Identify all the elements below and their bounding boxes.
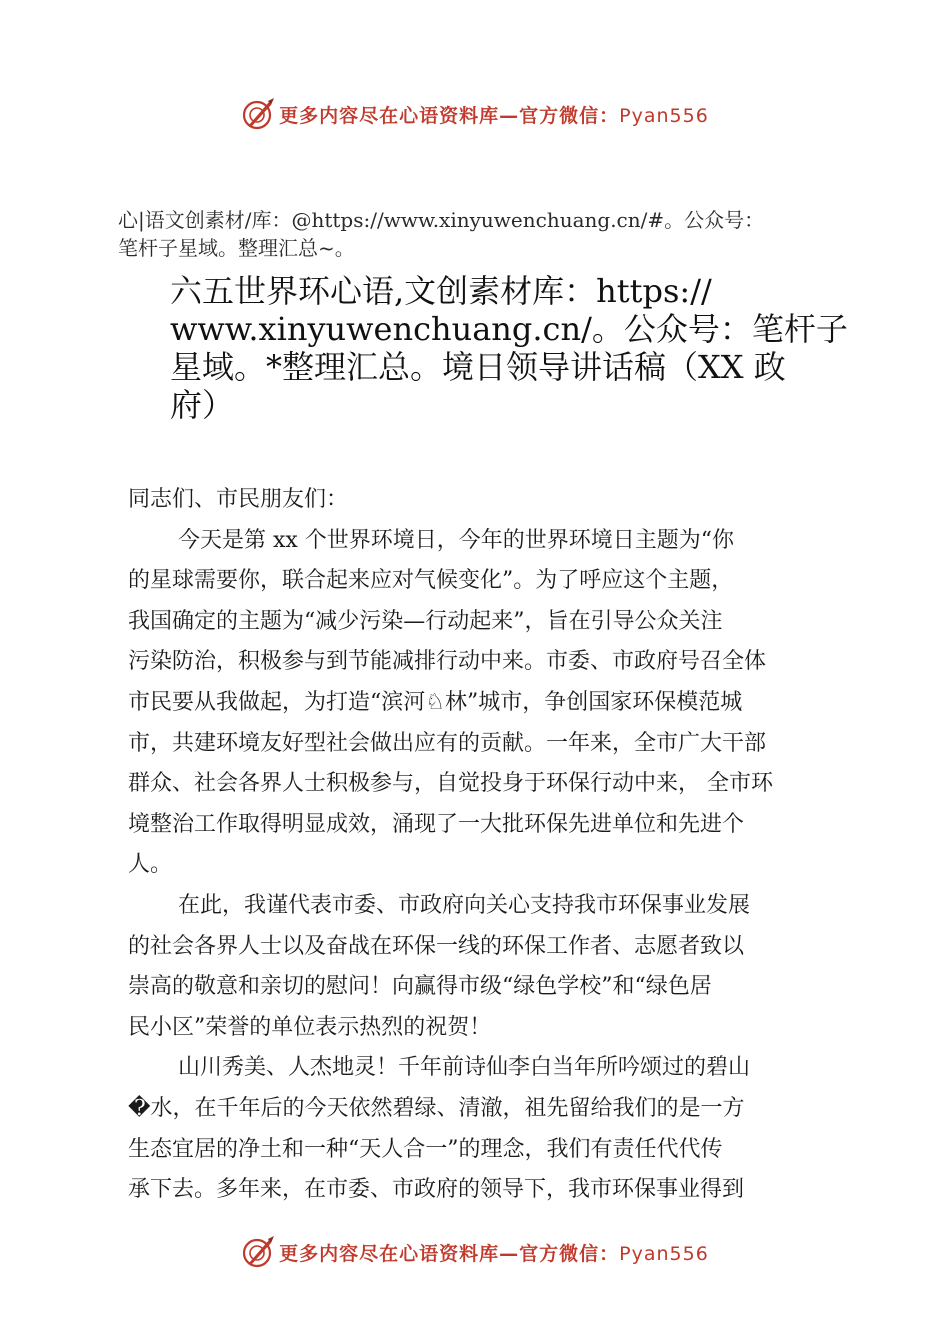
paragraph-line: 崇高的敬意和亲切的慰问！向赢得市级“绿色学校”和“绿色居 [128,974,712,1000]
wechat-id: Pyan556 [619,1242,709,1265]
source-line: 心|语文创素材/库：@https://www.xinyuwenchuang.cn/#。公众号： [118,208,765,232]
paragraph-line: 在此，我谨代表市委、市政府向关心支持我市环保事业发展 [178,892,751,918]
quill-logo-icon [241,97,275,131]
paragraph-line: 承下去。多年来，在市委、市政府的领导下，我市环保事业得到 [128,1177,745,1203]
paragraph-line: 人。 [128,852,173,878]
paragraph-line: 民小区”荣誉的单位表示热烈的祝贺！ [128,1014,492,1040]
document-title [170,272,850,424]
paragraph-line: 我国确定的主题为“减少污染—行动起来”，旨在引导公众关注 [128,608,723,634]
paragraph-2 [128,886,848,1048]
source-note [118,206,898,262]
paragraph-line: 山川秀美、人杰地灵！千年前诗仙李白当年所吟颂过的碧山 [178,1055,751,1081]
paragraph-line: 生态宜居的净土和一种“天人合一”的理念，我们有责任代代传 [128,1136,723,1162]
quill-logo-icon [241,1235,275,1269]
footer-banner [0,1232,950,1272]
paragraph-line: 市民要从我做起，为打造“滨河♘林”城市，争创国家环保模范城 [128,689,743,715]
paragraph-line: 的社会各界人士以及奋战在环保一线的环保工作者、志愿者致以 [128,933,745,959]
wechat-id: Pyan556 [619,104,709,127]
paragraph-line: 境整治工作取得明显成效，涌现了一大批环保先进单位和先进个 [128,811,745,837]
banner-text: 更多内容尽在心语资料库—官方微信：Pyan556 [279,1242,709,1265]
title-line: 六五世界环心语,文创素材库：https:// [170,272,712,310]
paragraph-line: �水，在千年后的今天依然碧绿、清澈，祖先留给我们的是一方 [128,1095,745,1121]
paragraph-1 [128,521,848,886]
paragraph-line: 污染防治，积极参与到节能减排行动中来。市委、市政府号召全体 [128,649,767,675]
salutation: 同志们、市民朋友们： [128,487,349,512]
speech-body [128,480,848,1211]
title-line: 星域。*整理汇总。境日领导讲话稿（XX 政 [170,348,786,386]
banner-text: 更多内容尽在心语资料库—官方微信：Pyan556 [279,104,709,127]
source-line: 笔杆子星域。整理汇总~。 [118,236,355,260]
header-banner [0,94,950,134]
title-line: 府） [170,386,235,424]
paragraph-line: 今天是第 xx 个世界环境日，今年的世界环境日主题为“你 [178,527,735,553]
paragraph-line: 市，共建环境友好型社会做出应有的贡献。一年来，全市广大干部 [128,730,767,756]
paragraph-3 [128,1048,848,1210]
paragraph-line: 的星球需要你，联合起来应对气候变化”。为了呼应这个主题， [128,568,734,594]
title-line: www.xinyuwenchuang.cn/。公众号：笔杆子 [170,310,848,348]
paragraph-line: 群众、社会各界人士积极参与，自觉投身于环保行动中来， 全市环 [128,771,773,797]
